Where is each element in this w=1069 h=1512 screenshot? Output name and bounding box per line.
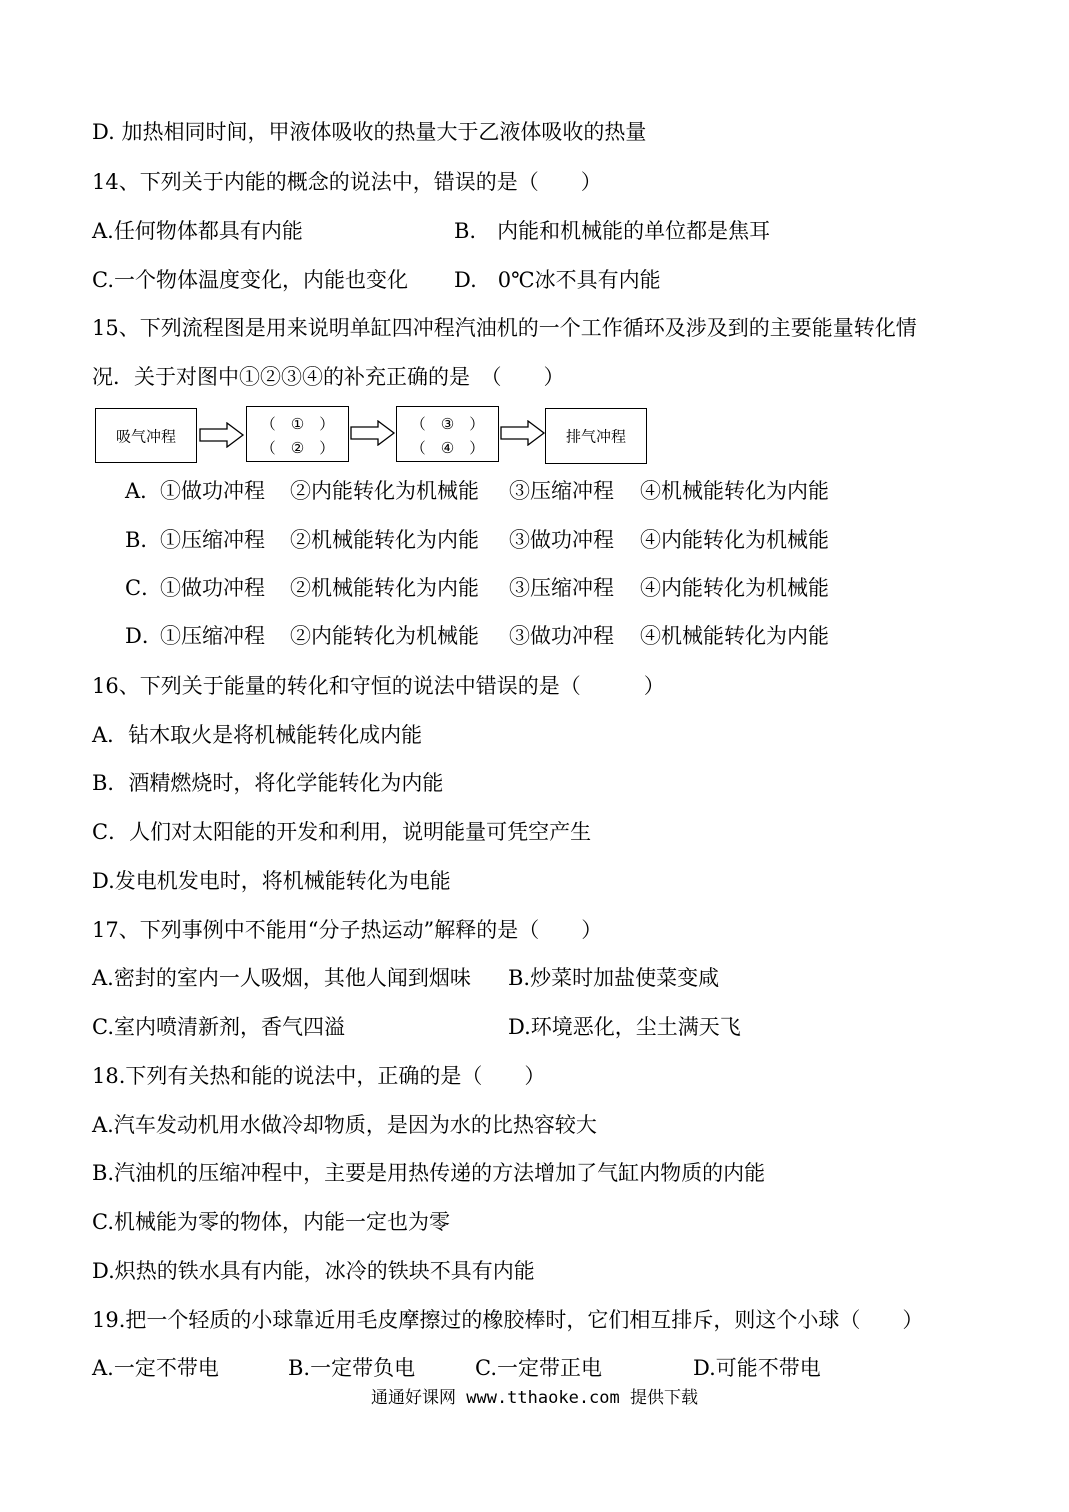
q16-option-a: A．钻木取火是将机械能转化成内能 xyxy=(92,723,423,747)
q19-option-a: A.一定不带电 xyxy=(92,1356,219,1380)
q18-option-d: D.炽热的铁水具有内能，冰冷的铁块不具有内能 xyxy=(92,1259,535,1283)
flow-box-intake-label: 吸气冲程 xyxy=(115,427,176,445)
q17-option-c: C.室内喷清新剂，香气四溢 xyxy=(92,1015,345,1039)
q19-stem: 19.把一个轻质的小球靠近用毛皮摩擦过的橡胶棒时，它们相互排斥，则这个小球（ ） xyxy=(92,1308,924,1332)
flow-box-exhaust-label: 排气冲程 xyxy=(565,427,626,446)
q15-option-d-part-1: ①压缩冲程 xyxy=(160,624,265,648)
q15-option-a-label: A． xyxy=(125,479,162,503)
flow-box-exhaust xyxy=(545,408,647,464)
q17-option-b: B.炒菜时加盐使菜变咸 xyxy=(508,966,720,990)
q15-option-b-part-2: ②机械能转化为内能 xyxy=(290,528,479,552)
q17-option-a: A.密封的室内一人吸烟，其他人闻到烟味 xyxy=(92,966,471,990)
q15-option-c-label: C． xyxy=(125,576,163,600)
q18-option-b: B.汽油机的压缩冲程中，主要是用热传递的方法增加了气缸内物质的内能 xyxy=(92,1161,766,1185)
q13-option-d: D. 加热相同时间，甲液体吸收的热量大于乙液体吸收的热量 xyxy=(92,120,647,144)
q17-option-d: D.环境恶化，尘土满天飞 xyxy=(508,1015,741,1039)
q14-option-a: A.任何物体都具有内能 xyxy=(92,219,303,243)
q16-option-d: D.发电机发电时，将机械能转化为电能 xyxy=(92,869,451,893)
q15-option-b-label: B． xyxy=(125,528,162,552)
q15-option-d-part-3: ③做功冲程 xyxy=(509,624,614,648)
q17-stem: 17、下列事例中不能用“分子热运动”解释的是（ ） xyxy=(92,918,603,942)
q15-option-a-part-2: ②内能转化为机械能 xyxy=(290,479,479,503)
flow-box-intake xyxy=(95,408,197,463)
q16-stem: 16、下列关于能量的转化和守恒的说法中错误的是（ ） xyxy=(92,674,665,698)
q15-option-d-label: D． xyxy=(125,624,163,648)
q14-option-b: B. 内能和机械能的单位都是焦耳 xyxy=(454,219,771,243)
q18-stem: 18.下列有关热和能的说法中，正确的是（ ） xyxy=(92,1064,546,1088)
q15-option-c-part-3: ③压缩冲程 xyxy=(509,576,614,600)
q15-option-a-part-3: ③压缩冲程 xyxy=(509,479,614,503)
q15-option-c-part-4: ④内能转化为机械能 xyxy=(640,576,829,600)
flow-slot-3: （ ③ ） xyxy=(410,415,485,433)
q15-option-d-part-2: ②内能转化为机械能 xyxy=(290,624,479,648)
q15-option-b-part-4: ④内能转化为机械能 xyxy=(640,528,829,552)
q16-option-c: C．人们对太阳能的开发和利用，说明能量可凭空产生 xyxy=(92,820,592,844)
q15-option-b-part-1: ①压缩冲程 xyxy=(160,528,265,552)
q16-option-b: B．酒精燃烧时，将化学能转化为内能 xyxy=(92,771,444,795)
q19-option-b: B.一定带负电 xyxy=(288,1356,416,1380)
q15-option-a-part-1: ①做功冲程 xyxy=(160,479,265,503)
flow-box-2 xyxy=(246,406,349,462)
q15-stem-line-1: 15、下列流程图是用来说明单缸四冲程汽油机的一个工作循环及涉及到的主要能量转化情 xyxy=(92,316,917,340)
flow-arrow-1 xyxy=(199,422,245,448)
q15-stem-line-2: 况．关于对图中①②③④的补充正确的是 （ ） xyxy=(92,365,565,389)
q15-option-b-part-3: ③做功冲程 xyxy=(509,528,614,552)
q15-option-a-part-4: ④机械能转化为内能 xyxy=(640,479,829,503)
q19-option-c: C.一定带正电 xyxy=(475,1356,602,1380)
q18-option-c: C.机械能为零的物体，内能一定也为零 xyxy=(92,1210,450,1234)
flow-slot-4: （ ④ ） xyxy=(410,439,485,457)
page-footer: 通通好课网 www.tthaoke.com 提供下载 xyxy=(371,1388,698,1408)
flow-slot-2: （ ② ） xyxy=(260,439,335,457)
q14-stem: 14、下列关于内能的概念的说法中，错误的是（ ） xyxy=(92,170,602,194)
flow-arrow-3 xyxy=(500,420,546,446)
q15-option-d-part-4: ④机械能转化为内能 xyxy=(640,624,829,648)
q15-option-c-part-1: ①做功冲程 xyxy=(160,576,265,600)
flow-box-3 xyxy=(396,406,499,462)
flow-arrow-2 xyxy=(350,420,396,446)
q19-option-d: D.可能不带电 xyxy=(693,1356,821,1380)
flow-slot-1: （ ① ） xyxy=(260,415,335,433)
q14-option-c: C.一个物体温度变化，内能也变化 xyxy=(92,268,408,292)
q14-option-d: D. 0℃冰不具有内能 xyxy=(454,268,661,292)
q15-option-c-part-2: ②机械能转化为内能 xyxy=(290,576,479,600)
q18-option-a: A.汽车发动机用水做冷却物质，是因为水的比热容较大 xyxy=(92,1113,597,1137)
